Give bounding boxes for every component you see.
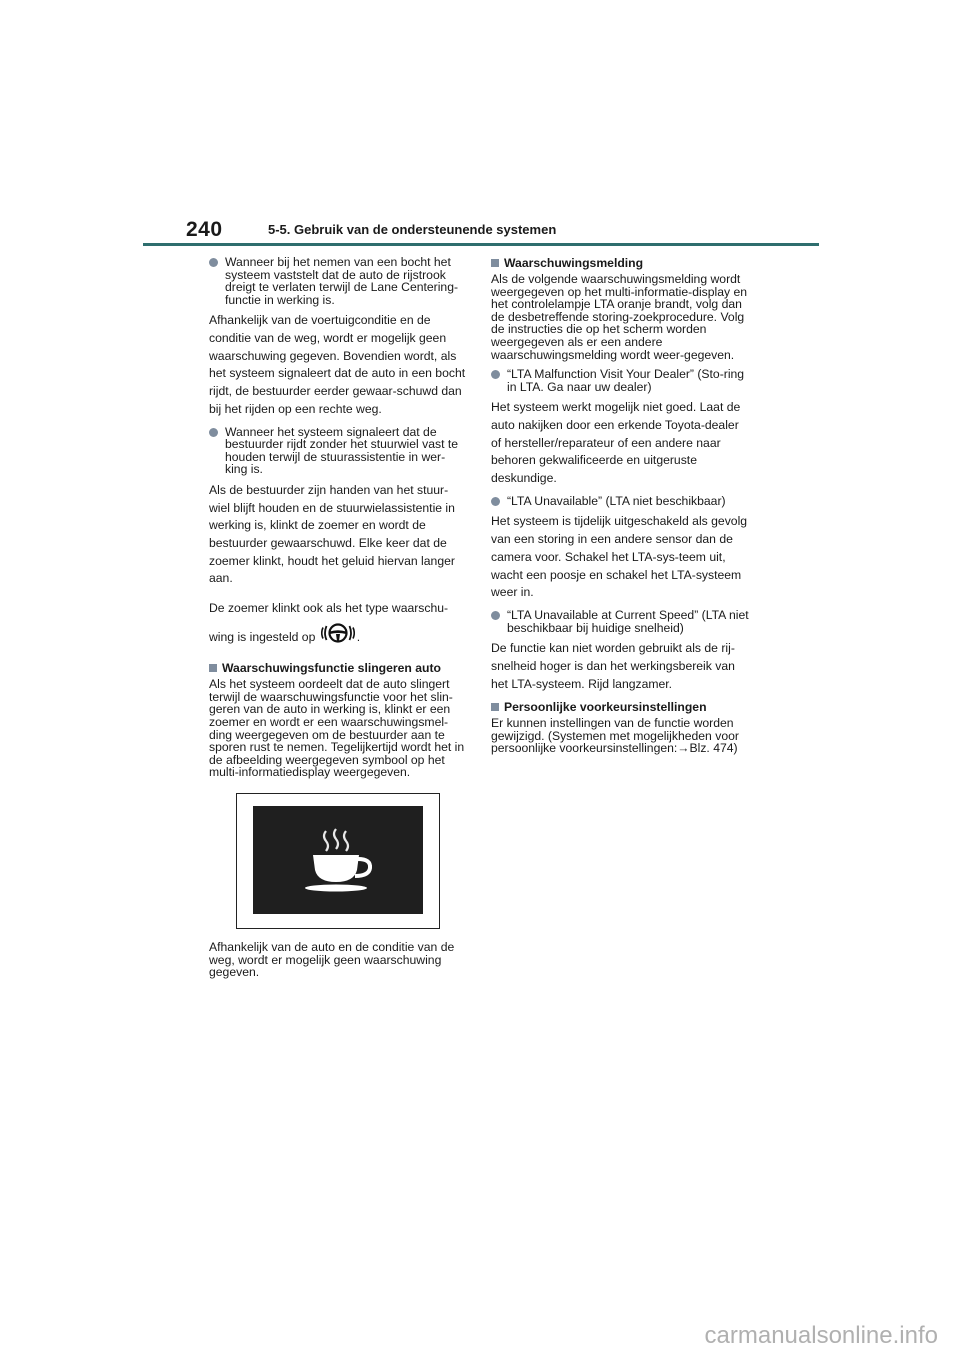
bullet-item <box>491 368 749 393</box>
display-screen <box>253 806 423 914</box>
bullet-dot-icon <box>491 370 500 379</box>
paragraph: De functie kan niet worden gebruikt als de rij-snelheid hoger is dan het werkingsbereik van het LTA-systeem. Rijd langzamer. <box>491 641 735 691</box>
paragraph: Als de bestuurder zijn handen van het stuur-wiel blijft houden en de stuurwielassistentie in werking is, klinkt de zoemer en wordt de bestuurder gewaarschuwd. Elke keer dat de zoemer klinkt, houdt het geluid hiervan langer aan. <box>209 482 455 586</box>
bullet-dot-icon <box>491 611 500 620</box>
bullet-item <box>491 495 749 508</box>
square-bullet-icon <box>491 259 499 267</box>
bullet-dot-icon <box>209 428 218 437</box>
bullet-text: Wanneer bij het nemen van een bocht het systeem vaststelt dat de auto de rijstrook dreigt te verlaten terwijl de Lane Centering-functie in werking is. <box>225 255 459 307</box>
paragraph: Er kunnen instellingen van de functie worden gewijzigd. (Systemen met mogelijkheden voor persoonlijke voorkeursinstellingen:→Blz. 474) <box>491 716 739 756</box>
section-heading <box>491 256 749 270</box>
paragraph <box>209 595 467 654</box>
bullet-dot-icon <box>209 258 218 267</box>
paragraph-text: De zoemer klinkt ook als het type waarschu-wing is ingesteld op <box>209 601 449 645</box>
paragraph: Afhankelijk van de auto en de conditie van de weg, wordt er mogelijk geen waarschuwing gegeven. <box>209 939 455 980</box>
section-heading <box>491 700 749 714</box>
paragraph: Het systeem werkt mogelijk niet goed. Laat de auto nakijken door een erkende Toyota-dealer of hersteller/reparateur of een andere naar behoren gekwalificeerde en uitgeruste deskundige. <box>491 400 741 486</box>
bullet-text: “LTA Unavailable” (LTA niet beschikbaar) <box>507 493 726 508</box>
right-column <box>491 256 749 762</box>
paragraph: Als het systeem oordeelt dat de auto slingert terwijl de waarschuwingsfunctie voor het slin-geren van de auto in werking is, klinkt er een zoemer en wordt er een waarschuwingsmel-ding weergegeven om de bestuurder aan te sporen rust te nemen. Tegelijkertijd wordt het in de afbeelding weergegeven symbool op het multi-informatiedisplay weergegeven. <box>209 677 465 780</box>
paragraph: Als de volgende waarschuwingsmelding wordt weergegeven op het multi-informatie-display en het controlelampje LTA oranje brandt, volg dan de desbetreffende storing-zoekprocedure. Volg de instructies die op het scherm worden weergegeven als er een andere waarschuwingsmelding wordt weer-gegeven. <box>491 272 748 362</box>
square-bullet-icon <box>491 703 499 711</box>
coffee-cup-icon <box>253 806 423 914</box>
bullet-item <box>491 609 749 634</box>
heading-text: Waarschuwingsfunctie slingeren auto <box>222 661 441 676</box>
bullet-text: “LTA Unavailable at Current Speed” (LTA niet beschikbaar bij huidige snelheid) <box>507 607 749 635</box>
figure-frame <box>236 793 440 929</box>
steering-wheel-vibration-icon <box>321 622 355 654</box>
bullet-text: Wanneer het systeem signaleert dat de bestuurder rijdt zonder het stuurwiel vast te houden terwijl de stuurassistentie in wer-king is. <box>225 424 459 477</box>
paragraph: Afhankelijk van de voertuigconditie en de conditie van de weg, wordt er mogelijk geen waarschuwing gegeven. Bovendien wordt, als het systeem signaleert dat de auto in een bocht rijdt, de bestuurder eerder gewaar-schuwd dan bij het rijden op een rechte weg. <box>209 313 466 416</box>
page-number: 240 <box>186 218 223 241</box>
square-bullet-icon <box>209 664 217 672</box>
bullet-item <box>209 256 467 306</box>
watermark: carmanualsonline.info <box>704 1322 938 1349</box>
paragraph-text: . <box>356 630 361 645</box>
bullet-dot-icon <box>491 497 500 506</box>
left-column <box>209 256 467 986</box>
bullet-text: “LTA Malfunction Visit Your Dealer” (Sto-ring in LTA. Ga naar uw dealer) <box>507 367 745 394</box>
section-title: 5-5. Gebruik van de ondersteunende systemen <box>268 222 557 237</box>
paragraph: Het systeem is tijdelijk uitgeschakeld als gevolg van een storing in een andere sensor dan de camera voor. Schakel het LTA-sys-teem uit, wacht een poosje en schakel het LTA-systeem weer in. <box>491 514 748 600</box>
section-heading <box>209 661 467 675</box>
bullet-item <box>209 426 467 476</box>
heading-text: Waarschuwingsmelding <box>504 256 644 270</box>
header-divider <box>143 243 819 246</box>
heading-text: Persoonlijke voorkeursinstellingen <box>504 700 707 715</box>
